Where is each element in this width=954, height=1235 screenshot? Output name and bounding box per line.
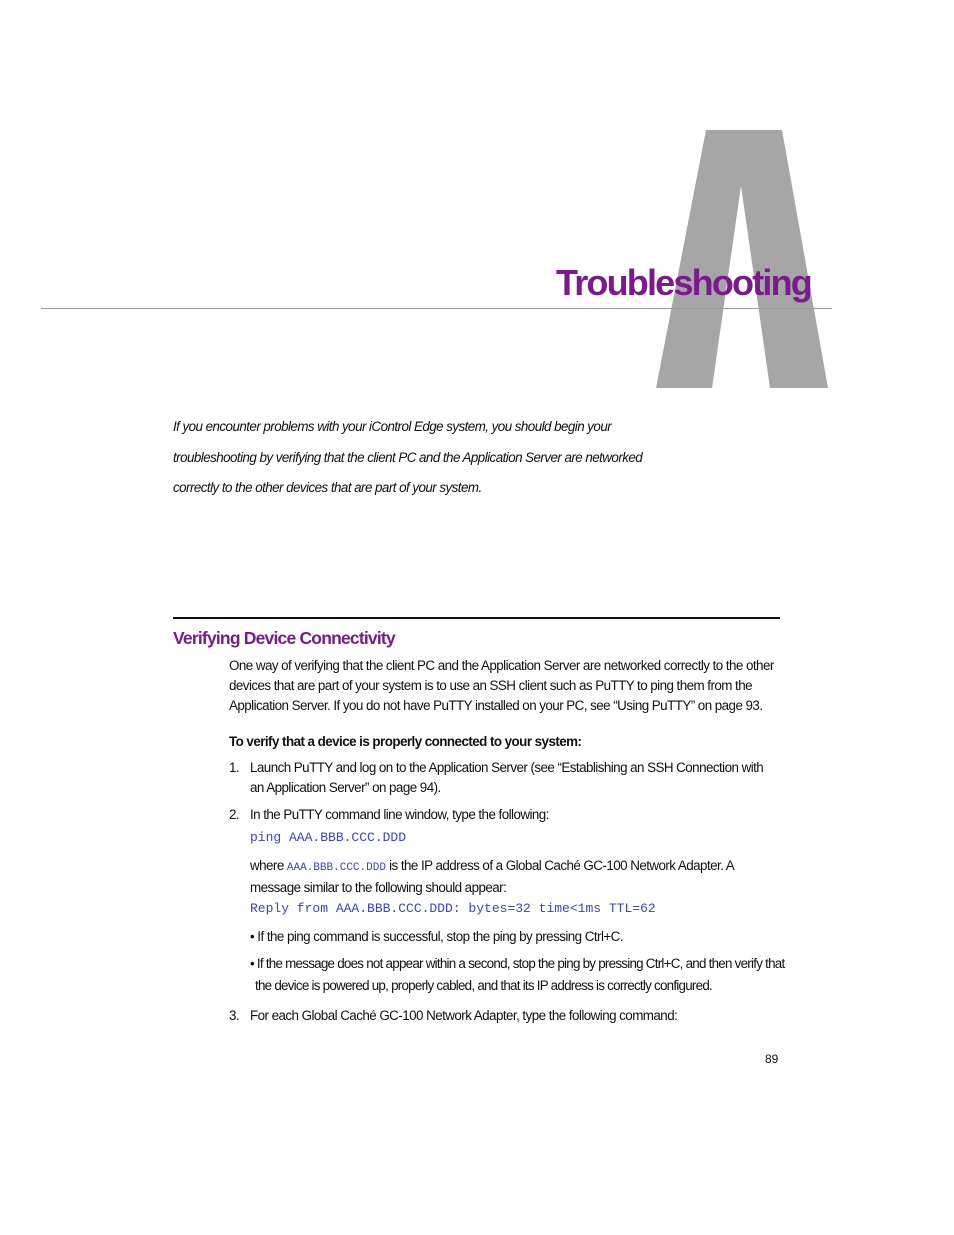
bullet-failure — [250, 953, 785, 997]
step-number: 1. — [229, 760, 240, 775]
bullet-success: • If the ping command is successful, stop the ping by pressing Ctrl+C. — [250, 929, 623, 944]
section-paragraph: One way of verifying that the client PC and the Application Server are networked correctly to the other devices that are part of your system is to use an SSH client such as PuTTY to ping them from the Application Server. If you do not have PuTTY installed on your PC, see “Using PuTTY” on page 93. — [229, 658, 774, 713]
step-number: 3. — [229, 1008, 240, 1023]
step-3 — [229, 1006, 780, 1026]
where-suffix: is the IP address of a Global Caché GC-100 Network Adapter. A message similar to the following should appear: — [250, 858, 734, 895]
where-ip-code: AAA.BBB.CCC.DDD — [286, 862, 386, 874]
step-1 — [229, 758, 780, 798]
procedure-heading: To verify that a device is properly connected to your system: — [229, 734, 582, 749]
section-title: Verifying Device Connectivity — [173, 628, 395, 648]
chapter-letter-a — [652, 130, 832, 388]
step-2 — [229, 805, 780, 825]
section-rule — [173, 617, 780, 619]
page-number: 89 — [765, 1052, 779, 1066]
ping-command: ping AAA.BBB.CCC.DDD — [250, 830, 407, 845]
step-text: In the PuTTY command line window, type the following: — [250, 807, 549, 822]
chapter-title: Troubleshooting — [556, 262, 811, 303]
step-text: For each Global Caché GC-100 Network Adapter, type the following command: — [250, 1008, 678, 1023]
chapter-letter-a-glyph — [656, 130, 828, 388]
step-number: 2. — [229, 807, 240, 822]
where-paragraph — [250, 856, 785, 898]
where-prefix: where — [250, 858, 284, 873]
reply-output: Reply from AAA.BBB.CCC.DDD: bytes=32 time<1ms TTL=62 — [250, 901, 656, 916]
bullet-failure-line1: • If the message does not appear within a second, stop the ping by pressing Ctrl+C, and then verify that — [250, 956, 785, 971]
chapter-rule — [41, 308, 832, 309]
step-text: Launch PuTTY and log on to the Application Server (see “Establishing an SSH Connection with an Application Server” on page 94). — [250, 760, 764, 795]
chapter-intro: If you encounter problems with your iControl Edge system, you should begin your troubleshooting by verifying that the client PC and the Application Server are networked correctly to the other devices that are part of your system. — [173, 419, 643, 496]
bullet-failure-line2: the device is powered up, properly cabled, and that its IP address is correctly configured. — [255, 978, 712, 993]
